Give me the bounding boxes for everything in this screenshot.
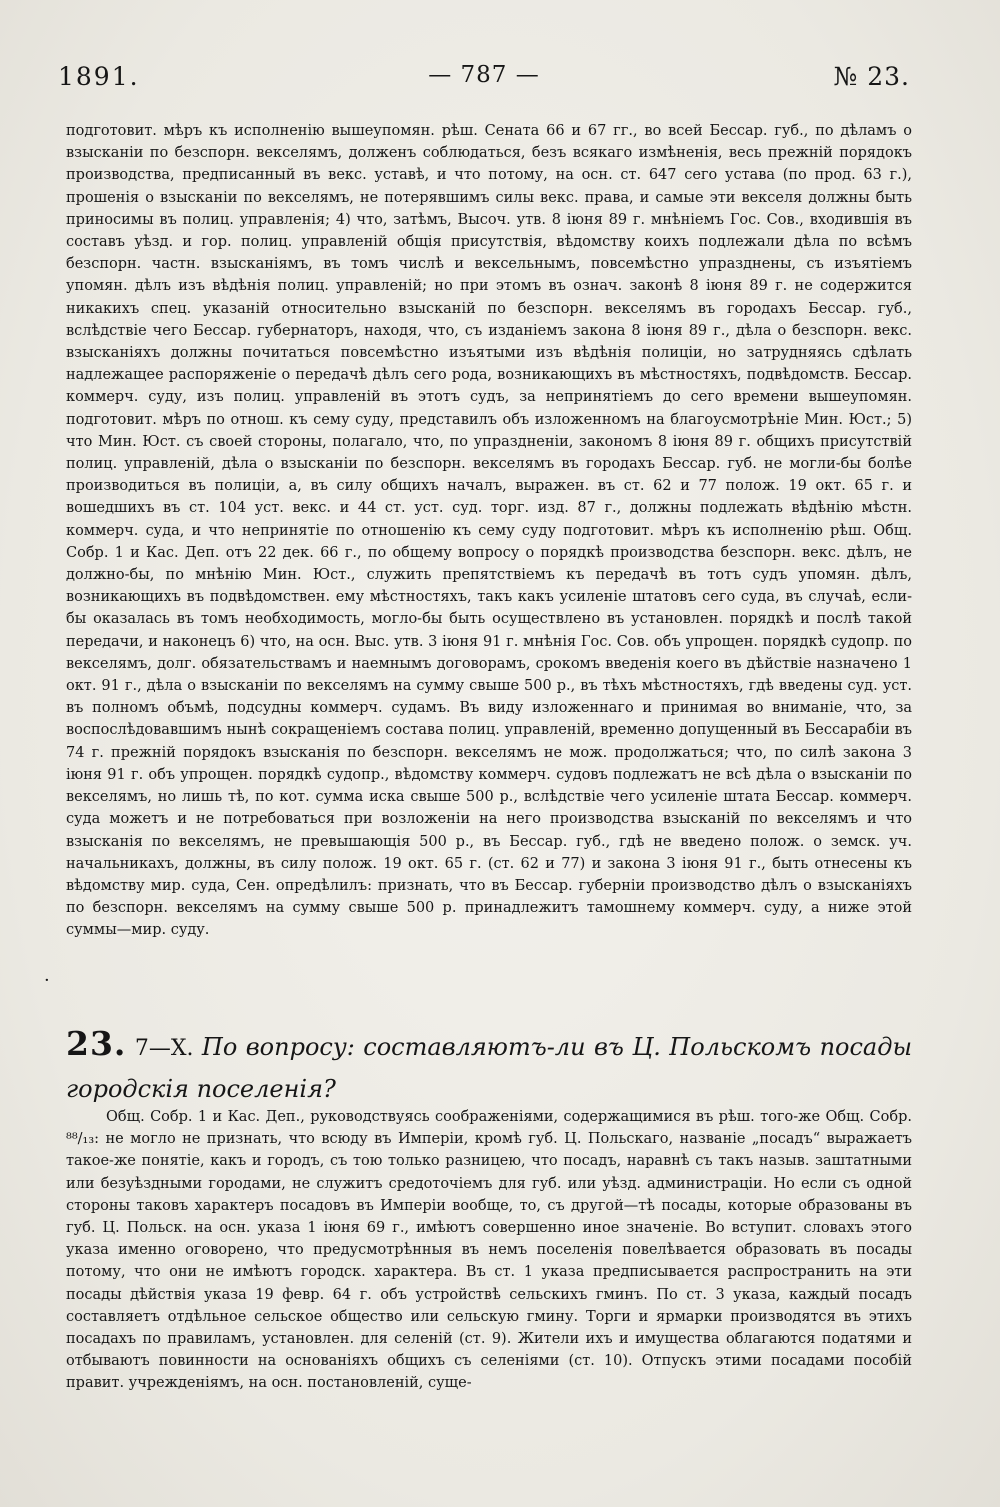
section-date: 7—X. — [134, 1036, 194, 1061]
section-title: По вопросу: составляютъ-ли въ Ц. Польскомъ посады городскія поселенія? — [66, 1033, 912, 1103]
decision-text-continued: подготовит. мѣръ къ исполненію вышеупомян. рѣш. Сената 66 и 67 гг., во всей Бессар. губ., по дѣламъ о взысканіи по безспорн. векселямъ, долженъ соблюдаться, безъ всякаго измѣненія, весь прежній порядокъ производства, предписанный въ векс. уставѣ, и что потому, на осн. ст. 647 сего устава (по прод. 63 г.), прошенія о взысканіи по векселямъ, не потерявшимъ силы векс. права, и самые эти векселя должны быть приносимы въ полиц. управленія; 4) что, затѣмъ, Высоч. утв. 8 іюня 89 г. мнѣніемъ Гос. Сов., входившія въ составъ уѣзд. и гор. полиц. управленій общія присутствія, вѣдомству коихъ подлежали дѣла по всѣмъ безспорн. частн. взысканіямъ, въ томъ числѣ и вексельнымъ, повсемѣстно упразднены, съ изъятіемъ упомян. дѣлъ изъ вѣдѣнія полиц. управленій; но при этомъ въ означ. законѣ 8 іюня 89 г. не содержится никакихъ спец. указаній относительно взысканій по безспорн. векселямъ въ городахъ Бессар. губ., вслѣдствіе чего Бессар. губернаторъ, находя, что, съ изданіемъ закона 8 іюня 89 г., дѣла о безспорн. векс. взысканіяхъ должны почитаться повсемѣстно изъятыми изъ вѣдѣнія полиціи, но затрудняясь сдѣлать надлежащее распоряженіе о передачѣ дѣлъ сего рода, возникающихъ въ мѣстностяхъ, подвѣдомств. Бессар. коммерч. суду, изъ полиц. управленій въ этотъ судъ, за непринятіемъ до сего времени вышеупомян. подготовит. мѣръ по отнош. къ сему суду, представилъ объ изложенномъ на благоусмотрѣніе Мин. Юст.; 5) что Мин. Юст. съ своей стороны, полагало, что, по упраздненіи, закономъ 8 іюня 89 г. общихъ присутствій полиц. управленій, дѣла о взысканіи по безспорн. векселямъ въ городахъ Бессар. губ. не могли-бы болѣе производиться въ полиціи, а, въ силу общихъ началъ, выражен. въ ст. 62 и 77 полож. 19 окт. 65 г. и вошедшихъ въ ст. 104 уст. векс. и 44 ст. уст. суд. торг. изд. 87 г., должны подлежать вѣдѣнію мѣстн. коммерч. суда, и что непринятіе по отношенію къ сему суду подготовит. мѣръ къ исполненію рѣш. Общ. Собр. 1 и Кас. Деп. отъ 22 дек. 66 г., по общему вопросу о порядкѣ производства безспорн. векс. дѣлъ, не должно-бы, по мнѣнію Мин. Юст., служить препятствіемъ къ передачѣ въ тотъ судъ упомян. дѣлъ, возникающихъ въ подвѣдомствен. ему мѣстностяхъ, такъ какъ усиленіе штатовъ сего суда, въ случаѣ, если-бы оказалась въ томъ необходимость, могло-бы быть осуществлено въ установлен. порядкѣ и послѣ такой передачи, и наконецъ 6) что, на осн. Выс. утв. 3 іюня 91 г. мнѣнія Гос. Сов. объ упрощен. порядкѣ судопр. по векселямъ, долг. обязательствамъ и наемнымъ договорамъ, срокомъ введенія коего въ дѣйствіе назначено 1 окт. 91 г., дѣла о взысканіи по векселямъ на сумму свыше 500 р., въ тѣхъ мѣстностяхъ, гдѣ введены суд. уст. въ полномъ объмѣ, подсудны коммерч. судамъ. Въ виду изложеннаго и принимая во вниманіе, что, за воспослѣдовавшимъ нынѣ сокращеніемъ состава полиц. управленій, временно допущенный въ Бессарабіи въ 74 г. прежній порядокъ взысканія по безспорн. векселямъ не мож. продолжаться; что, по силѣ закона 3 іюня 91 г. объ упрощен. порядкѣ судопр., вѣдомству коммерч. судовъ подлежатъ не всѣ дѣла о взысканіи по векселямъ, но лишь тѣ, по кот. сумма иска свыше 500 р., вслѣдствіе чего усиленіе штата Бессар. коммерч. суда можетъ и не потребоваться при возложеніи на него производства взысканій по векселямъ и что взысканія по векселямъ, не превышающія 500 р., въ Бессар. губ., гдѣ не введено полож. о земск. уч. начальникахъ, должны, въ силу полож. 19 окт. 65 г. (ст. 62 и 77) и закона 3 іюня 91 г., быть отнесены къ вѣдомству мир. суда, Сен. опредѣлилъ: признать, что въ Бессар. губерніи производство дѣлъ о взысканіяхъ по безспорн. векселямъ на сумму свыше 500 р. принадлежитъ тамошнему коммерч. суду, а ниже этой суммы—мир. суду. — [66, 123, 912, 939]
section-number: 23. — [66, 1024, 127, 1063]
header-year: 1891. — [58, 62, 140, 91]
margin-dot: · — [44, 970, 50, 991]
header-page-number: — 787 — — [428, 62, 540, 88]
section-heading — [66, 1024, 912, 1109]
section-body-text: Общ. Собр. 1 и Кас. Деп., руководствуясь соображеніями, содержащимися въ рѣш. того-же Общ. Собр. ⁸⁸/₁₃: не могло не признать, что всюду въ Имперіи, кромѣ губ. Ц. Польскаго, названіе „посадъ“ выражаетъ такое-же понятіе, какъ и городъ, съ тою только разницею, что посадъ, наравнѣ съ такъ назыв. заштатными или безуѣздными городами, не служитъ средоточіемъ для губ. или уѣзд. администраціи. Но если съ одной стороны таковъ характеръ посадовъ въ Имперіи вообще, то, съ другой—тѣ посады, которые образованы въ губ. Ц. Польск. на осн. указа 1 іюня 69 г., имѣютъ совершенно иное значеніе. Во вступит. словахъ этого указа именно оговорено, что предусмотрѣнныя въ немъ поселенія повелѣвается образовать въ посады потому, что они не имѣютъ городск. характера. Въ ст. 1 указа предписывается распространить на эти посады дѣйствія указа 19 февр. 64 г. объ устройствѣ сельскихъ гминъ. По ст. 3 указа, каждый посадъ составляетъ отдѣльное сельское общество или сельскую гмину. Торги и ярмарки производятся въ этихъ посадахъ по правиламъ, установлен. для селеній (ст. 9). Жители ихъ и имущества облагаются податями и отбываютъ повинности на основаніяхъ общихъ съ селеніями (ст. 10). Отпускъ этими посадами пособій правит. учрежденіямъ, на осн. постановленій, суще- — [66, 1109, 912, 1392]
running-head — [58, 62, 910, 98]
header-issue-number: № 23. — [833, 62, 910, 91]
